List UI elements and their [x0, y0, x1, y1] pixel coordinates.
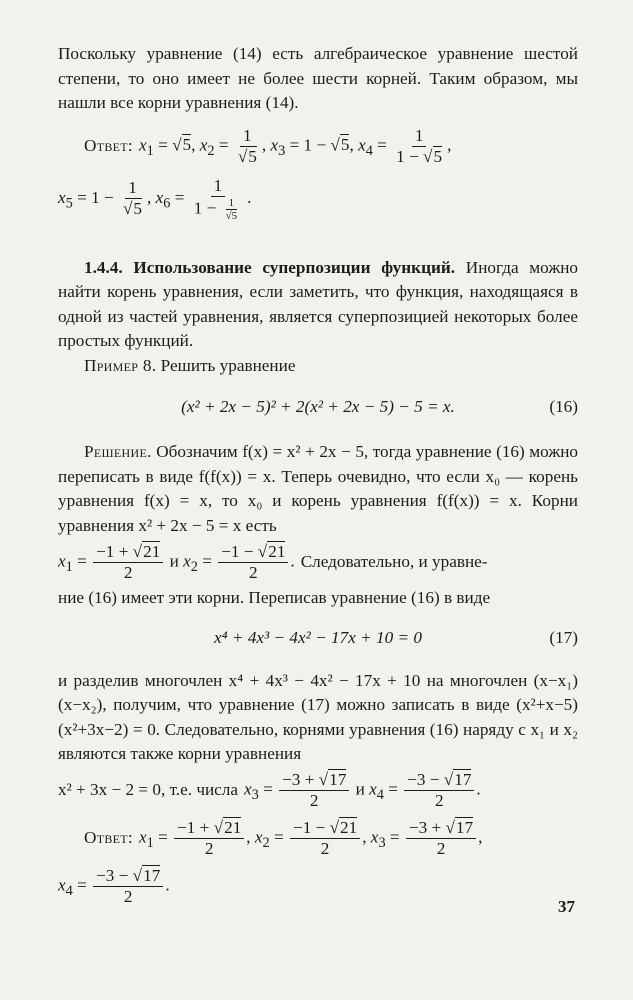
solution-label: Решение.	[84, 442, 152, 461]
solution-paragraph	[58, 440, 578, 538]
roots-math-2: $x_3$ = $\frac{-3 + √17}{2}$ и $x_4$ = $\frac{-3 - √17}{2}$ .	[244, 770, 481, 810]
equation-16-row	[58, 382, 578, 432]
section-paragraph	[58, 256, 578, 354]
final-answer-label: Ответ:	[84, 828, 133, 848]
final-answer-line-2	[58, 863, 578, 911]
equation-16: (x² + 2x − 5)² + 2(x² + 2x − 5) − 5 = x.	[181, 396, 455, 416]
solution-text-2: ние (16) имеет эти корни. Переписав уравнение (16) в виде	[58, 588, 491, 607]
solution-text-3: и разделив многочлен x⁴ + 4x³ − 4x² − 17x + 10 на многочлен (x−x₁)(x−x₂), получим, что уравнение (17) можно записать в виде (x²+x−5)(x²+3x−2) = 0. Следовательно, корнями уравнения (16) наряду с x₁ и x₂ являются также корни уравнения	[58, 670, 578, 763]
equation-17: x⁴ + 4x³ − 4x² − 17x + 10 = 0	[214, 628, 422, 648]
final-answer-line-1	[58, 815, 578, 863]
answer-line-1	[58, 122, 578, 172]
equation-16-number: (16)	[549, 396, 578, 416]
example-line	[58, 354, 578, 379]
solution-text-1: Обозначим f(x) = x² + 2x − 5, тогда уравнение (16) можно переписать в виде f(f(x)) = x. Теперь очевидно, что если x₀ — корень уравнения f(x) = x, то x₀ и корень уравнения f(f(x)) = x. Корни уравнения x² + 2x − 5 = x есть	[58, 442, 579, 535]
final-answer-math-1: $x_1$ = $\frac{-1 + √21}{2}$ , $x_2$ = $\frac{-1 - √21}{2}$ , $x_3$ = $\frac{-3 + √17}{2}$ ,	[138, 818, 483, 858]
equation-17-number: (17)	[549, 628, 578, 648]
answer-line-2	[58, 172, 578, 226]
page-content	[58, 42, 578, 911]
page-number: 37	[558, 897, 575, 916]
answer-math-2: $x_5 = 1$ − $\frac{1}{√5}$ , $x_6$ = 1 1 − $\frac{1}{√5}$ .	[58, 175, 252, 222]
example-label: Пример 8.	[84, 355, 157, 375]
final-answer-math-2: $x_4$ = $\frac{-3 - √17}{2}$ .	[58, 866, 170, 906]
roots-line-2-start: x² + 3x − 2 = 0, т.е. числа	[58, 780, 238, 800]
roots-line-2	[58, 767, 578, 815]
answer-math-1: $x_1 = √5$, $x_2$ = $\frac{1}{√5}$ , $x_3 = 1 - √5$, $x_4$ = $\frac{1}{1 - √5}$ ,	[138, 126, 452, 166]
roots-line-tail: Следовательно, и уравне-	[300, 551, 488, 571]
roots-math: $x_1$ = $\frac{-1 + √21}{2}$ и $x_2$ = $\frac{-1 - √21}{2}$ .	[58, 541, 295, 582]
roots-line	[58, 538, 578, 586]
paragraph-intro: Поскольку уравнение (14) есть алгебраическое уравнение шестой степени, то оно имеет не более шести корней. Таким образом, мы нашли все корни уравнения (14).	[58, 44, 578, 112]
answer-label: Ответ:	[84, 136, 133, 156]
section-text: Иногда можно найти корень уравнения, если заметить, что функция, находящаяся в одной из частей уравнения, является суперпозицией некоторых более простых функций.	[58, 257, 578, 350]
example-text: Решить уравнение	[160, 355, 296, 375]
section-heading: 1.4.4. Использование суперпозиции функций.	[84, 257, 456, 277]
equation-17-row	[58, 615, 578, 663]
